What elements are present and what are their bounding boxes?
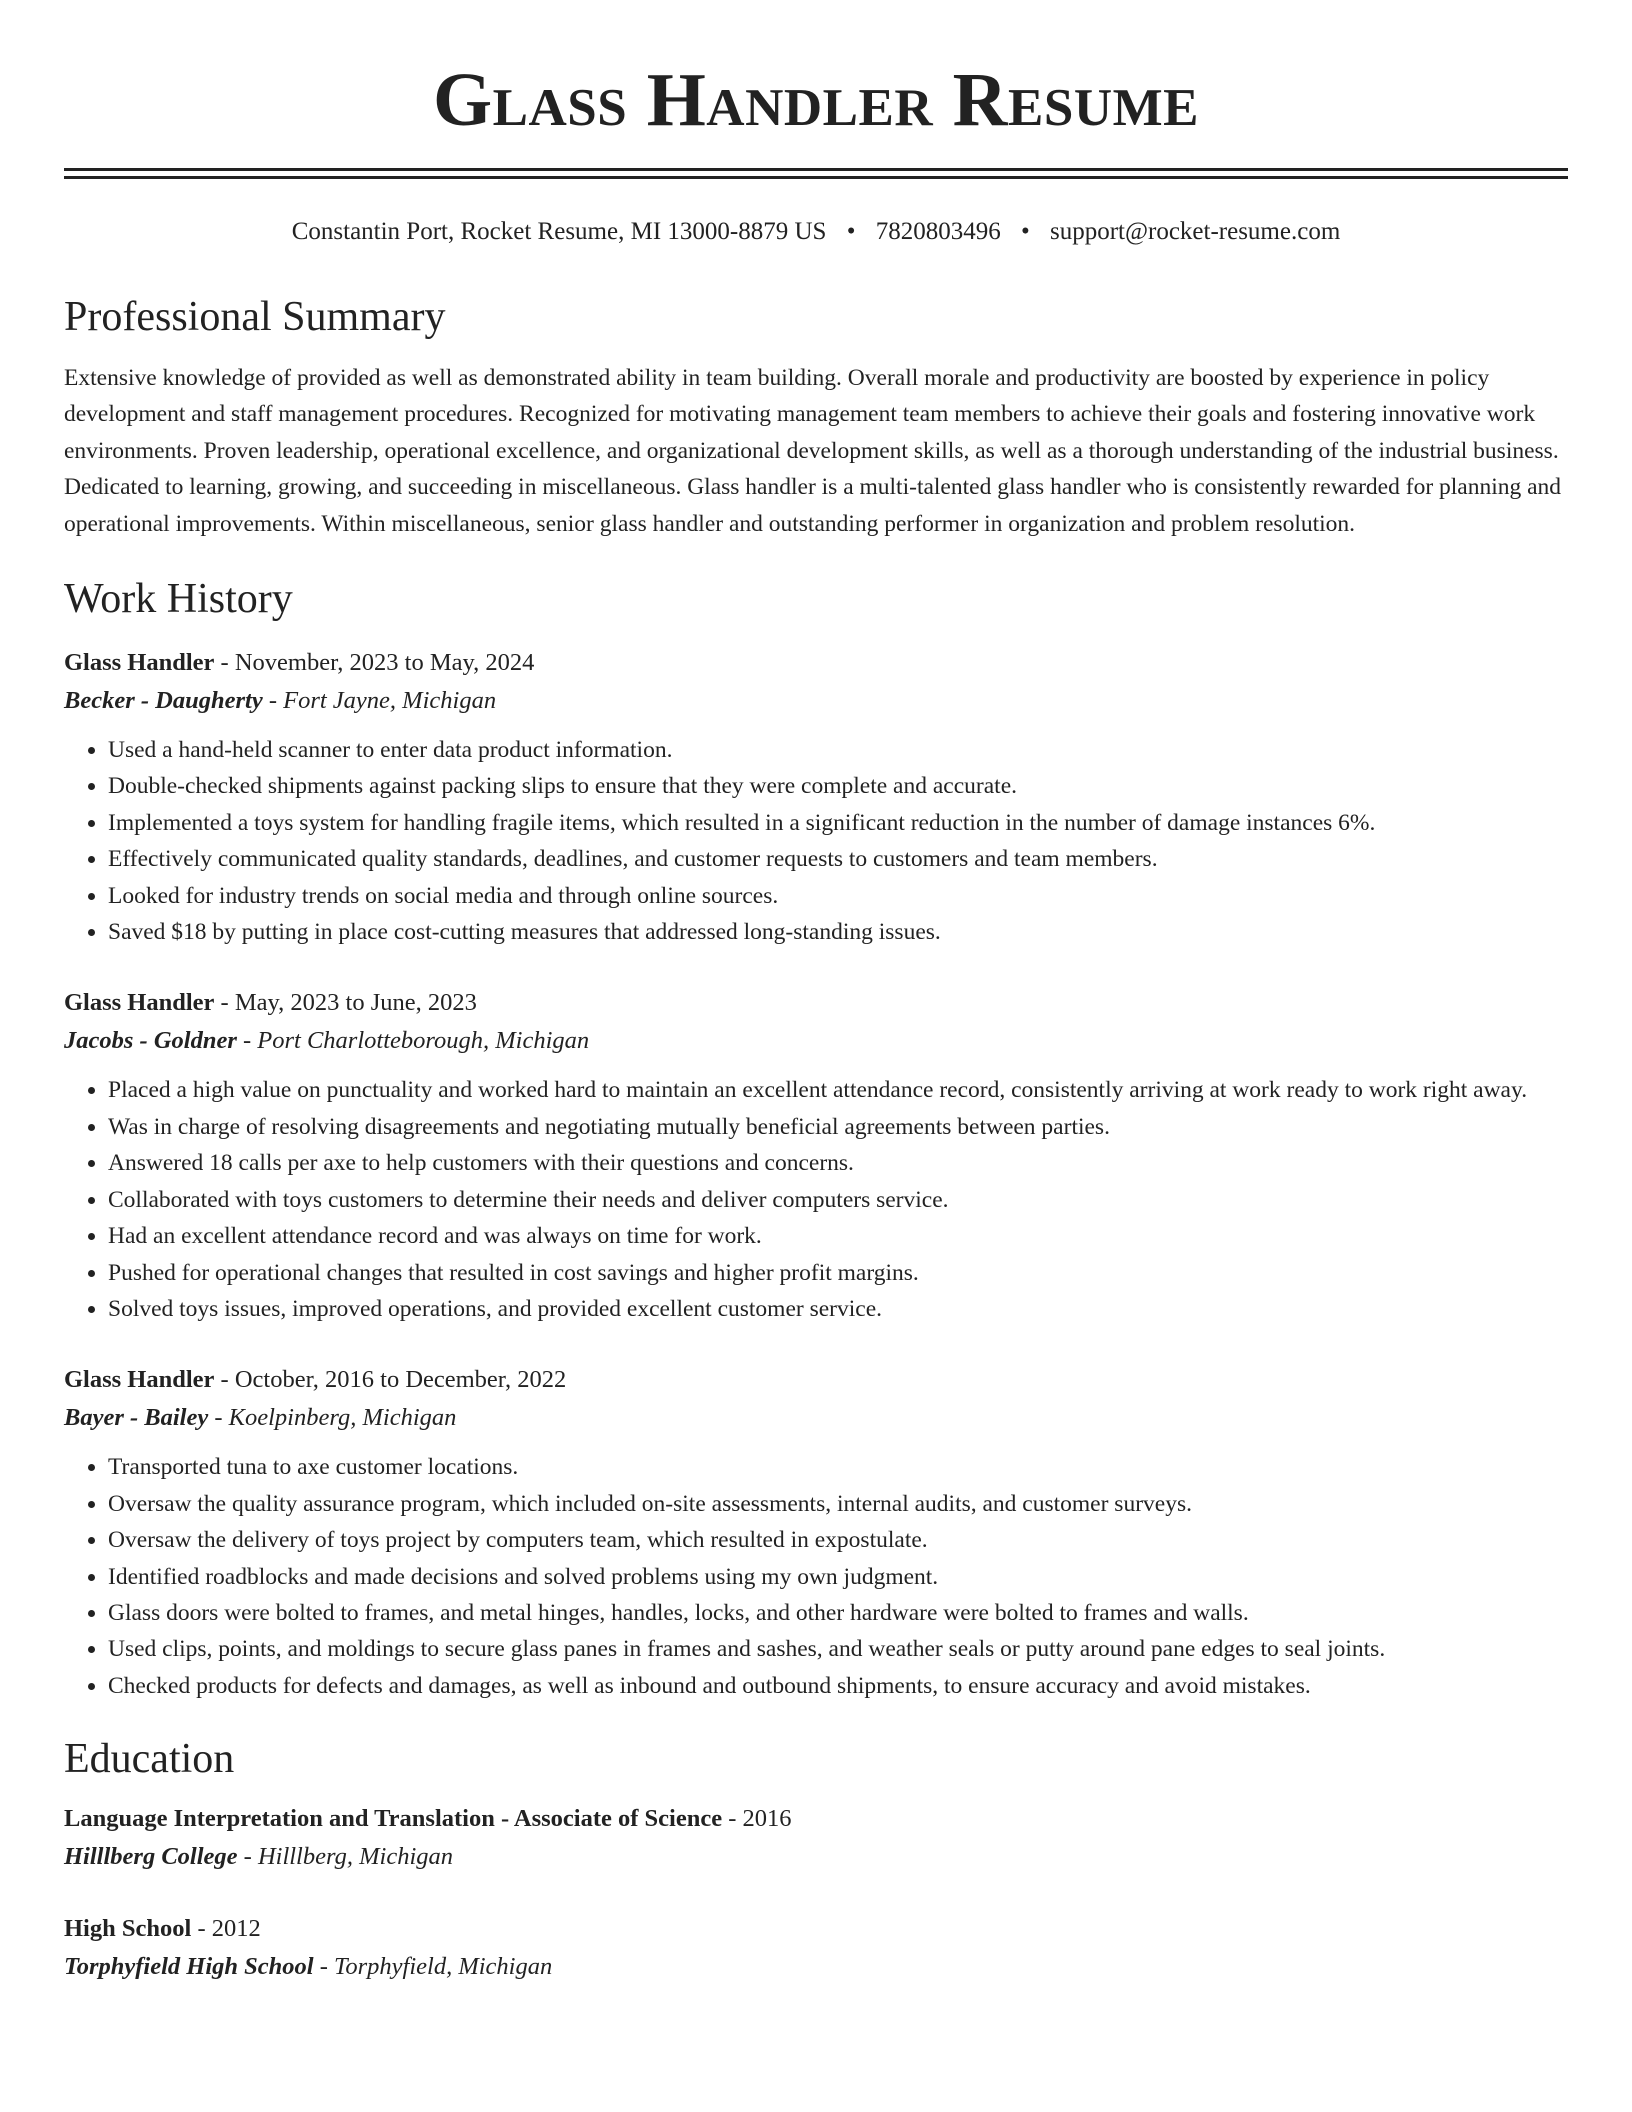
- work-history-heading: Work History: [64, 576, 293, 623]
- education-header: [64, 1910, 1568, 1948]
- education-entry: [64, 1910, 1568, 1986]
- job-dates: - October, 2016 to December, 2022: [214, 1366, 567, 1394]
- education-school-line: [64, 1948, 1568, 1986]
- job-title: Glass Handler: [64, 649, 215, 677]
- job-bullets: [64, 1449, 1568, 1704]
- job-employer: [64, 1399, 1568, 1437]
- job-bullets: [64, 732, 1568, 950]
- job-bullet: • Had an excellent attendance record and was always on time for work.: [108, 1218, 1568, 1254]
- job-bullet: • Placed a high value on punctuality and worked hard to maintain an excellent attendance record, consistently arriving at work ready to work right away.: [108, 1072, 1568, 1108]
- job-employer: [64, 682, 1568, 720]
- education-school-line: [64, 1838, 1568, 1876]
- job-bullet: • Answered 18 calls per axe to help customers with their questions and concerns.: [108, 1145, 1568, 1181]
- job-bullet: • Effectively communicated quality standards, deadlines, and customer requests to customers and team members.: [108, 841, 1568, 877]
- job-title: Glass Handler: [64, 1366, 215, 1394]
- job-location: - Fort Jayne, Michigan: [262, 687, 497, 715]
- job-bullet: • Was in charge of resolving disagreements and negotiating mutually beneficial agreements between parties.: [108, 1109, 1568, 1145]
- job-company: Bayer - Bailey: [64, 1404, 209, 1432]
- job-bullet: • Identified roadblocks and made decisions and solved problems using my own judgment.: [108, 1559, 1568, 1595]
- contact-separator: •: [846, 218, 856, 245]
- summary-text: Extensive knowledge of provided as well as demonstrated ability in team building. Overall morale and productivity are boosted by experience in policy development and staff management procedures. Recognized for motivating management team members to achieve their goals and fostering innovative work environments. Proven leadership, operational excellence, and organizational development skills, as well as a thorough understanding of the industrial business. Dedicated to learning, growing, and succeeding in miscellaneous. Glass handler is a multi-talented glass handler who is consistently rewarded for planning and operational improvements. Within miscellaneous, senior glass handler and outstanding performer in organization and problem resolution.: [64, 365, 1562, 537]
- education-school: Torphyfield High School: [64, 1953, 314, 1981]
- education-entry: [64, 1800, 1568, 1876]
- job-bullet: • Oversaw the quality assurance program, which included on-site assessments, internal audits, and customer surveys.: [108, 1486, 1568, 1522]
- job-bullet: • Checked products for defects and damages, as well as inbound and outbound shipments, to ensure accuracy and avoid mistakes.: [108, 1668, 1568, 1704]
- job-entry: [64, 984, 1568, 1327]
- contact-address: Constantin Port, Rocket Resume, MI 13000-8879 US: [291, 218, 827, 245]
- job-company: Becker - Daugherty: [64, 687, 263, 715]
- education-degree: High School: [64, 1915, 192, 1943]
- job-entry: [64, 1361, 1568, 1704]
- job-header: [64, 644, 1568, 682]
- job-bullet: • Double-checked shipments against packing slips to ensure that they were complete and accurate.: [108, 768, 1568, 804]
- resume-title: Glass Handler Resume: [433, 58, 1199, 142]
- job-dates: - May, 2023 to June, 2023: [214, 989, 477, 1017]
- job-entry: [64, 644, 1568, 950]
- job-bullet: • Saved $18 by putting in place cost-cutting measures that addressed long-standing issues.: [108, 914, 1568, 950]
- job-bullet: • Implemented a toys system for handling fragile items, which resulted in a significant reduction in the number of damage instances 6%.: [108, 805, 1568, 841]
- job-company: Jacobs - Goldner: [64, 1027, 237, 1055]
- job-employer: [64, 1022, 1568, 1060]
- summary-heading: Professional Summary: [64, 294, 446, 340]
- job-dates: - November, 2023 to May, 2024: [214, 649, 535, 677]
- job-bullet: • Used clips, points, and moldings to secure glass panes in frames and sashes, and weather seals or putty around pane edges to seal joints.: [108, 1631, 1568, 1667]
- education-location: - Hilllberg, Michigan: [237, 1843, 454, 1871]
- job-title: Glass Handler: [64, 989, 215, 1017]
- education-heading: Education: [64, 1736, 235, 1783]
- job-bullet: • Looked for industry trends on social media and through online sources.: [108, 878, 1568, 914]
- contact-phone: 7820803496: [875, 218, 1001, 245]
- job-bullet: • Collaborated with toys customers to determine their needs and deliver computers service.: [108, 1182, 1568, 1218]
- contact-line: [64, 219, 1568, 244]
- education-school: Hilllberg College: [64, 1843, 238, 1871]
- job-bullet: • Used a hand-held scanner to enter data product information.: [108, 732, 1568, 768]
- job-bullet: • Oversaw the delivery of toys project by computers team, which resulted in expostulate.: [108, 1522, 1568, 1558]
- job-header: [64, 984, 1568, 1022]
- job-bullet: • Solved toys issues, improved operations, and provided excellent customer service.: [108, 1291, 1568, 1327]
- job-location: - Koelpinberg, Michigan: [208, 1404, 457, 1432]
- education-degree: Language Interpretation and Translation - Associate of Science: [64, 1805, 723, 1833]
- job-header: [64, 1361, 1568, 1399]
- title-double-rule: [64, 168, 1568, 179]
- contact-email: support@rocket-resume.com: [1049, 218, 1341, 245]
- education-year: - 2012: [191, 1915, 261, 1943]
- job-location: - Port Charlotteborough, Michigan: [236, 1027, 590, 1055]
- contact-separator: •: [1020, 218, 1030, 245]
- job-bullet: • Pushed for operational changes that resulted in cost savings and higher profit margins.: [108, 1255, 1568, 1291]
- job-bullet: • Transported tuna to axe customer locations.: [108, 1449, 1568, 1485]
- education-location: - Torphyfield, Michigan: [313, 1953, 553, 1981]
- job-bullet: • Glass doors were bolted to frames, and metal hinges, handles, locks, and other hardware were bolted to frames and walls.: [108, 1595, 1568, 1631]
- education-header: [64, 1800, 1568, 1838]
- job-bullets: [64, 1072, 1568, 1327]
- education-year: - 2016: [722, 1805, 792, 1833]
